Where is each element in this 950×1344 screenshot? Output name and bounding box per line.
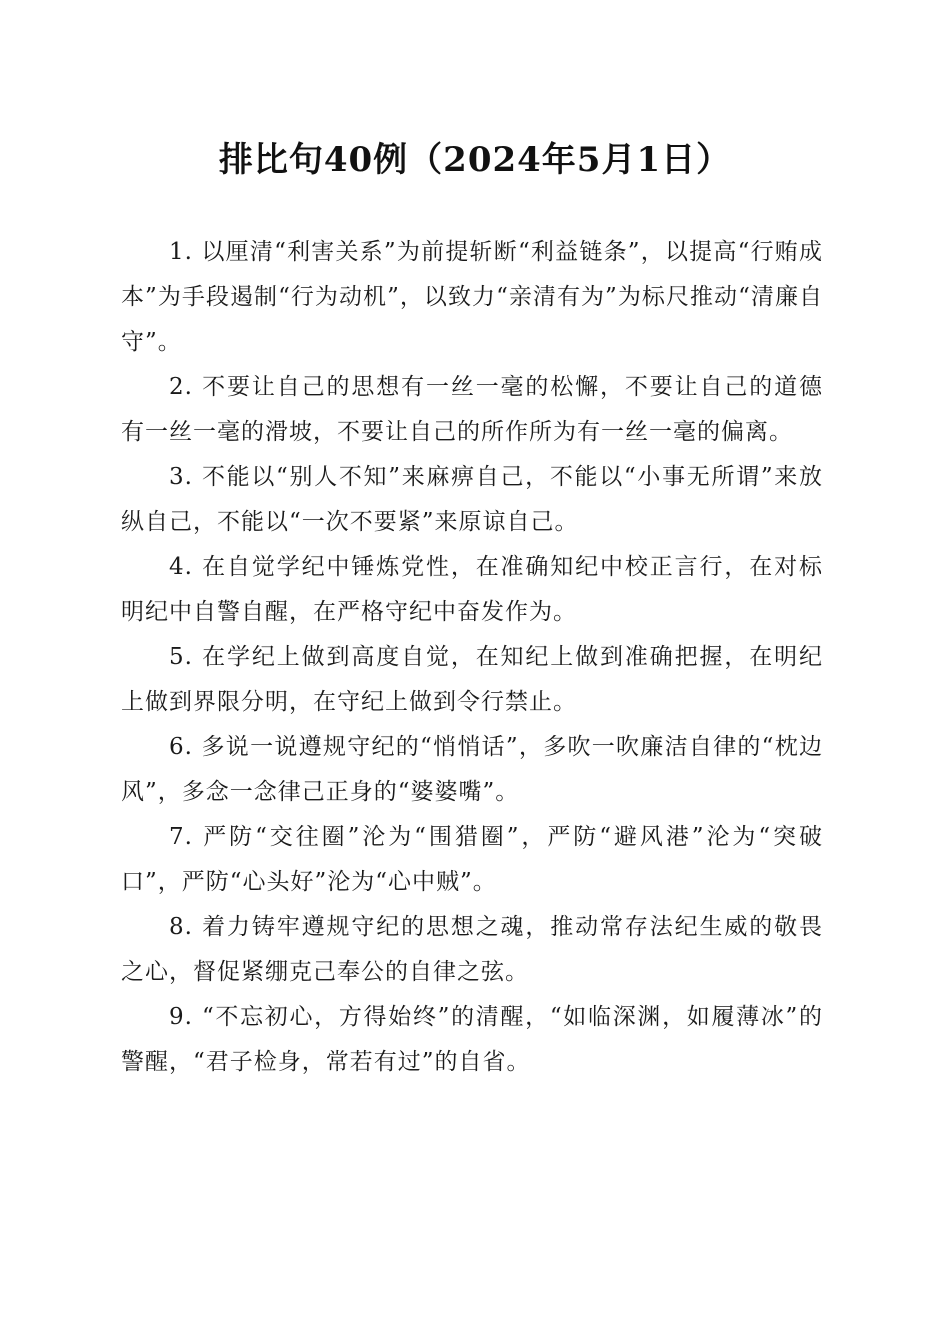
paragraph-1: 1. 以厘清“利害关系”为前提斩断“利益链条”，以提高“行贿成本”为手段遏制“行为动机”，以致力“亲清有为”为标尺推动“清廉自守”。 [121,239,823,355]
document-title: 排比句40例（2024年5月1日） [218,140,732,180]
paragraph-6: 6. 多说一说遵规守纪的“悄悄话”，多吹一吹廉洁自律的“枕边风”，多念一念律己正身的“婆婆嘴”。 [121,734,823,805]
paragraph-4: 4. 在自觉学纪中锤炼党性，在准确知纪中校正言行，在对标明纪中自警自醒，在严格守纪中奋发作为。 [121,554,823,625]
document-body [121,230,823,1085]
paragraph-7: 7. 严防“交往圈”沦为“围猎圈”，严防“避风港”沦为“突破口”，严防“心头好”沦为“心中贼”。 [121,824,823,895]
paragraph-3: 3. 不能以“别人不知”来麻痹自己，不能以“小事无所谓”来放纵自己，不能以“一次不要紧”来原谅自己。 [121,464,823,535]
paragraph-9: 9. “不忘初心，方得始终”的清醒，“如临深渊，如履薄冰”的警醒，“君子检身，常若有过”的自省。 [121,1004,823,1075]
paragraph-5: 5. 在学纪上做到高度自觉，在知纪上做到准确把握，在明纪上做到界限分明，在守纪上做到令行禁止。 [121,644,823,715]
paragraph-8: 8. 着力铸牢遵规守纪的思想之魂，推动常存法纪生威的敬畏之心，督促紧绷克己奉公的自律之弦。 [121,914,823,985]
paragraph-2: 2. 不要让自己的思想有一丝一毫的松懈，不要让自己的道德有一丝一毫的滑坡，不要让自己的所作所为有一丝一毫的偏离。 [121,374,823,445]
